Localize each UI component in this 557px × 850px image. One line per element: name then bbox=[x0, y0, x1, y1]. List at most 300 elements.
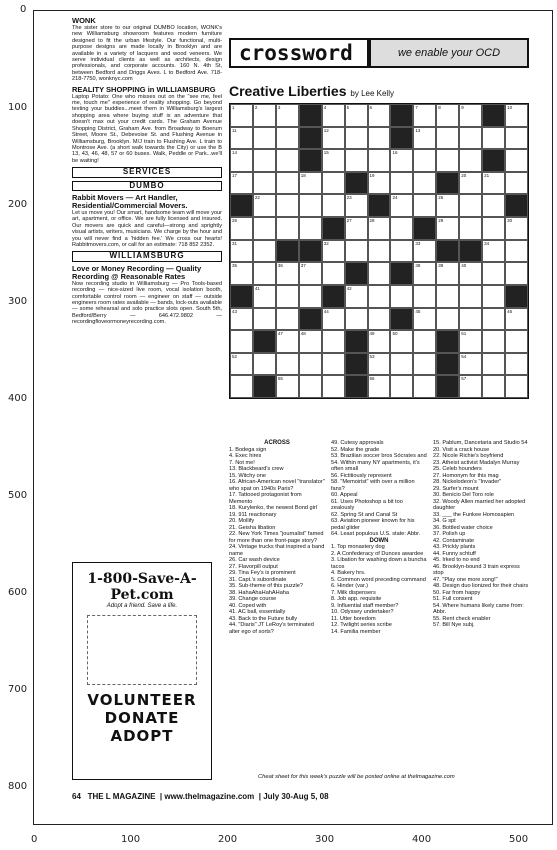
black-square bbox=[345, 262, 368, 285]
cell-number: 12 bbox=[323, 127, 329, 133]
black-square bbox=[345, 330, 368, 353]
cell-number: 28 bbox=[369, 218, 375, 224]
wonk-heading: WONK bbox=[72, 16, 96, 25]
cell-number: 8 bbox=[438, 105, 441, 110]
grid-cell[interactable] bbox=[413, 262, 436, 285]
cell-number: 45 bbox=[415, 308, 421, 314]
grid-cell[interactable] bbox=[345, 127, 368, 150]
grid-cell[interactable] bbox=[322, 262, 345, 285]
clue-item: 41. AC ball, essentially bbox=[229, 609, 286, 615]
grid-cell[interactable] bbox=[253, 240, 276, 263]
grid-cell[interactable] bbox=[276, 353, 299, 376]
grid-cell[interactable] bbox=[368, 172, 391, 195]
grid-cell[interactable] bbox=[276, 194, 299, 217]
grid-cell[interactable] bbox=[505, 149, 528, 172]
cell-number: 5 bbox=[346, 105, 350, 110]
cell-number: 18 bbox=[300, 172, 306, 178]
grid-cell[interactable] bbox=[505, 308, 528, 331]
clue-item: 43. Prickly plants bbox=[433, 544, 476, 550]
grid-cell[interactable] bbox=[299, 172, 322, 195]
clue-item: 56. Fictitiously represent bbox=[331, 472, 392, 479]
grid-cell[interactable] bbox=[413, 104, 436, 127]
grid-cell[interactable] bbox=[505, 104, 528, 127]
clue-item: 49. Cutesy approvals bbox=[331, 440, 384, 446]
clue-item: 14. Familia member bbox=[331, 628, 381, 635]
grid-cell[interactable] bbox=[368, 308, 391, 331]
x-tick: 500 bbox=[509, 834, 529, 845]
grid-cell[interactable] bbox=[390, 217, 413, 240]
black-square bbox=[299, 149, 322, 172]
grid-cell[interactable] bbox=[368, 104, 391, 127]
y-tick: 500 bbox=[8, 490, 28, 501]
clue-item: 1. Bodega sign bbox=[229, 446, 267, 453]
grid-cell[interactable] bbox=[505, 375, 528, 398]
grid-cell[interactable] bbox=[345, 285, 368, 308]
grid-cell[interactable] bbox=[230, 308, 253, 331]
clue-item: 7. Milk dispensers bbox=[331, 589, 376, 596]
grid-cell[interactable] bbox=[436, 104, 459, 127]
x-tick: 0 bbox=[31, 834, 38, 845]
grid-cell[interactable] bbox=[345, 240, 368, 263]
grid-cell[interactable] bbox=[505, 240, 528, 263]
black-square bbox=[505, 194, 528, 217]
grid-cell[interactable] bbox=[459, 127, 482, 150]
cell-number: 31 bbox=[232, 240, 238, 246]
grid-cell[interactable] bbox=[436, 149, 459, 172]
cell-number: 19 bbox=[369, 172, 375, 178]
grid-cell[interactable] bbox=[482, 330, 505, 353]
wonk-text: The sister store to our original DUMBO location, WONK's new Williamsburg showroom features modern furniture designed to fit the urban lifestyle. Our functional, multi-purpose designs are made locally in Brooklyn and are available in a variety of lacquers and wood veneers. We serve individual clients as well as architects, design professionals, and corporate accounts. 160 N. 4th St, between Bedford and Driggs Aves. L to Bedford Ave. 718-218-7750, wonknyc.com bbox=[72, 25, 222, 83]
clue-item: 45. Irked to no end bbox=[433, 557, 480, 563]
cell-number: 10 bbox=[507, 105, 513, 110]
grid-cell[interactable] bbox=[276, 375, 299, 398]
grid-cell[interactable] bbox=[253, 172, 276, 195]
cell-number: 51 bbox=[461, 331, 467, 337]
grid-cell[interactable] bbox=[368, 217, 391, 240]
clue-item: 8. Job app. requisite bbox=[331, 596, 382, 602]
clue-item: 20. Visit a crack house bbox=[433, 446, 490, 453]
grid-cell[interactable] bbox=[459, 353, 482, 376]
grid-cell[interactable] bbox=[368, 330, 391, 353]
clue-item: 34. G spt bbox=[433, 518, 456, 524]
grid-cell[interactable] bbox=[322, 104, 345, 127]
clue-item: 42. Contaminate bbox=[433, 537, 475, 544]
ad-phone: 1-800-Save-A-Pet.com bbox=[87, 571, 197, 603]
clue-item: 28. Nickelodeon's "Invader" bbox=[433, 479, 502, 485]
grid-cell[interactable] bbox=[276, 172, 299, 195]
clue-item: 11. Utter boredom bbox=[331, 615, 376, 622]
grid-cell[interactable] bbox=[482, 353, 505, 376]
down-label: DOWN bbox=[369, 537, 389, 544]
grid-cell[interactable] bbox=[299, 262, 322, 285]
grid-cell[interactable] bbox=[322, 330, 345, 353]
black-square bbox=[230, 285, 253, 308]
cell-number: 46 bbox=[507, 308, 513, 314]
reality-heading: REALITY SHOPPING in WILLIAMSBURG bbox=[72, 84, 216, 94]
grid-cell[interactable] bbox=[459, 172, 482, 195]
cell-number: 42 bbox=[346, 285, 352, 291]
grid-cell[interactable] bbox=[413, 127, 436, 150]
clue-item: 19. 911 reactionary bbox=[229, 511, 277, 518]
recording-heading: Love or Money Recording — Quality Recording @ Reasonable Rates bbox=[72, 263, 202, 281]
grid-cell[interactable] bbox=[345, 194, 368, 217]
y-tick: 100 bbox=[8, 102, 28, 113]
clue-item: 1. Top monastery dog bbox=[331, 544, 385, 550]
y-tick: 800 bbox=[8, 781, 28, 792]
puzzle-byline: by Lee Kelly bbox=[350, 89, 394, 98]
cell-number: 40 bbox=[461, 263, 467, 269]
grid-cell[interactable] bbox=[482, 172, 505, 195]
cell-number: 53 bbox=[369, 353, 375, 359]
issue-date: July 30-Aug 5, 08 bbox=[263, 792, 329, 801]
grid-cell[interactable] bbox=[482, 194, 505, 217]
grid-cell[interactable] bbox=[276, 127, 299, 150]
clue-item: 44. Funny schtuff bbox=[433, 550, 476, 557]
cell-number: 29 bbox=[438, 218, 444, 224]
cell-number: 7 bbox=[415, 105, 418, 110]
clue-item: 60. Appeal bbox=[331, 492, 358, 498]
grid-cell[interactable] bbox=[368, 285, 391, 308]
grid-cell[interactable] bbox=[253, 149, 276, 172]
grid-cell[interactable] bbox=[322, 353, 345, 376]
grid-cell[interactable] bbox=[390, 375, 413, 398]
y-axis bbox=[0, 0, 30, 830]
grid-cell[interactable] bbox=[390, 149, 413, 172]
grid-cell[interactable] bbox=[390, 285, 413, 308]
ad-slogan: Adopt a friend. Save a life. bbox=[106, 603, 178, 609]
clue-item: 47. "Play one more song!" bbox=[433, 576, 498, 583]
grid-cell[interactable] bbox=[413, 375, 436, 398]
clue-item: 15. Pablum, Dancetaria and Studio 54 bbox=[433, 440, 528, 446]
recording-text: Now recording studio in Williamsburg — Pro Tools-based recording — nice-sized live room, vocal isolation booth, comfortable control room — engineer on staff — outside engineers room rates available — bands, lock-outs available — some rehearsal and solo practice slots open. South 5th, Bedford/Berry — 646.472.9802 — recordingfloveormoneyrecording.com. bbox=[72, 280, 222, 326]
clue-item: 63. Aviation pioneer known for his pedal glider bbox=[331, 518, 415, 531]
grid-cell[interactable] bbox=[436, 217, 459, 240]
magazine-name: THE L MAGAZINE bbox=[87, 792, 156, 801]
black-square bbox=[345, 353, 368, 376]
grid-cell[interactable] bbox=[299, 375, 322, 398]
black-square bbox=[390, 104, 413, 127]
cell-number: 50 bbox=[392, 331, 398, 337]
grid-cell[interactable] bbox=[230, 172, 253, 195]
clues-block bbox=[229, 440, 529, 635]
puzzle-title: Creative Liberties by Lee Kelly bbox=[229, 83, 394, 99]
crossword-tagline: we enable your OCD bbox=[369, 38, 529, 68]
grid-cell[interactable] bbox=[230, 217, 253, 240]
black-square bbox=[230, 194, 253, 217]
clue-item: 17. Tattooed protagonist from Memento bbox=[229, 492, 302, 505]
clue-item: 52. Make the grade bbox=[331, 446, 380, 453]
grid-cell[interactable] bbox=[345, 308, 368, 331]
ad-adopt: ADOPT bbox=[110, 727, 174, 745]
grid-cell[interactable] bbox=[276, 217, 299, 240]
grid-cell[interactable] bbox=[505, 127, 528, 150]
grid-cell[interactable] bbox=[436, 308, 459, 331]
clue-item: 29. Tina Fey's is prominent bbox=[229, 570, 296, 576]
grid-cell[interactable] bbox=[299, 217, 322, 240]
clue-item: 36. Bottled water choice bbox=[433, 524, 493, 531]
grid-cell[interactable] bbox=[482, 217, 505, 240]
page-number: 64 bbox=[72, 792, 81, 801]
grid-cell[interactable] bbox=[322, 375, 345, 398]
clue-item: 48. Design duo lionized for their chairs bbox=[433, 583, 529, 589]
grid-cell[interactable] bbox=[505, 172, 528, 195]
grid-cell[interactable] bbox=[345, 217, 368, 240]
cell-number: 26 bbox=[232, 218, 238, 224]
grid-cell[interactable] bbox=[390, 330, 413, 353]
grid-cell[interactable] bbox=[253, 308, 276, 331]
grid-cell[interactable] bbox=[253, 262, 276, 285]
cell-number: 17 bbox=[232, 172, 238, 178]
black-square bbox=[390, 262, 413, 285]
grid-cell[interactable] bbox=[413, 194, 436, 217]
clue-item: 57. Bill Nye subj. bbox=[433, 622, 475, 628]
x-tick: 300 bbox=[315, 834, 335, 845]
grid-cell[interactable] bbox=[505, 330, 528, 353]
black-square bbox=[436, 330, 459, 353]
black-square bbox=[505, 285, 528, 308]
clue-item: 50. Far from happy bbox=[433, 589, 481, 596]
grid-cell[interactable] bbox=[322, 308, 345, 331]
williamsburg-bar: WILLIAMSBURG bbox=[72, 251, 222, 261]
cell-number: 49 bbox=[369, 331, 375, 337]
clue-item: 53. Brazilian soccer bros Sócrates and bbox=[331, 453, 427, 459]
grid-cell[interactable] bbox=[436, 194, 459, 217]
clue-item: 4. Bakery hrs. bbox=[331, 570, 366, 576]
clue-item: 2. A Confederacy of Dunces awardee bbox=[331, 550, 424, 557]
down-clues-cont bbox=[433, 447, 529, 629]
grid-cell[interactable] bbox=[436, 262, 459, 285]
grid-cell[interactable] bbox=[230, 353, 253, 376]
clue-item: 4. Exec hires bbox=[229, 453, 262, 459]
grid-cell[interactable] bbox=[276, 308, 299, 331]
grid-cell[interactable] bbox=[230, 330, 253, 353]
grid-cell[interactable] bbox=[459, 308, 482, 331]
grid-cell[interactable] bbox=[482, 375, 505, 398]
grid-cell[interactable] bbox=[253, 353, 276, 376]
black-square bbox=[276, 240, 299, 263]
clue-item: 13. Blackbeard's crew bbox=[229, 466, 284, 472]
clue-item: 6. Hinder (var.) bbox=[331, 583, 368, 589]
grid-cell[interactable] bbox=[459, 330, 482, 353]
black-square bbox=[482, 149, 505, 172]
grid-cell[interactable] bbox=[230, 375, 253, 398]
cell-number: 20 bbox=[461, 172, 467, 178]
cell-number: 44 bbox=[323, 308, 329, 314]
clue-item: 51. Full consent bbox=[433, 596, 473, 602]
clue-item: 21. Geisha libation bbox=[229, 524, 276, 531]
black-square bbox=[253, 375, 276, 398]
black-square bbox=[299, 104, 322, 127]
cell-number: 30 bbox=[507, 218, 513, 224]
black-square bbox=[436, 172, 459, 195]
grid-cell[interactable] bbox=[459, 104, 482, 127]
ad-donate: DONATE bbox=[104, 709, 180, 727]
black-square bbox=[436, 375, 459, 398]
grid-cell[interactable] bbox=[390, 172, 413, 195]
grid-cell[interactable] bbox=[322, 149, 345, 172]
grid-cell[interactable] bbox=[482, 262, 505, 285]
cell-number: 47 bbox=[277, 331, 283, 337]
cell-number: 57 bbox=[461, 376, 467, 382]
grid-cell[interactable] bbox=[390, 240, 413, 263]
black-square bbox=[436, 240, 459, 263]
grid-cell[interactable] bbox=[368, 149, 391, 172]
black-square bbox=[253, 330, 276, 353]
clue-item: 46. Brooklyn-bound 3 train express stop bbox=[433, 563, 520, 576]
grid-cell[interactable] bbox=[322, 240, 345, 263]
grid-cell[interactable] bbox=[413, 308, 436, 331]
clue-item: 12. Twilight series scribe bbox=[331, 622, 392, 628]
clue-item: 23. Atheist activist Madalyn Murray bbox=[433, 459, 520, 466]
grid-cell[interactable] bbox=[390, 194, 413, 217]
x-tick: 100 bbox=[121, 834, 141, 845]
grid-cell[interactable] bbox=[253, 127, 276, 150]
black-square bbox=[299, 127, 322, 150]
clue-item: 18. Kurylenko, the newest Bond girl bbox=[229, 505, 317, 511]
grid-cell[interactable] bbox=[413, 285, 436, 308]
y-tick: 0 bbox=[20, 4, 27, 15]
clue-item: 30. Benicio Del Toro role bbox=[433, 492, 494, 498]
clue-item: 40. Coped with bbox=[229, 602, 267, 609]
grid-cell[interactable] bbox=[230, 240, 253, 263]
cell-number: 23 bbox=[346, 195, 352, 201]
cell-number: 22 bbox=[254, 195, 260, 201]
clue-item: 5. Common word preceding command bbox=[331, 576, 426, 583]
services-bar: SERVICES bbox=[72, 167, 222, 177]
cell-number: 32 bbox=[323, 240, 329, 246]
grid-cell[interactable] bbox=[322, 127, 345, 150]
grid-cell[interactable] bbox=[299, 330, 322, 353]
cheat-sheet-note: Cheat sheet for this week's puzzle will be posted online at thelmagazine.com bbox=[258, 774, 455, 780]
grid-cell[interactable] bbox=[505, 262, 528, 285]
reality-text: Laptop Potato: One who misses out on the "see me, feel me, touch me" experience of reality shopping. Go beyond texting your buddies...meet them in Williamsburg's largest shopping area where buying stuff is an adventure that doesn't max out your credit cards. The Graham Avenue Shopping District, Graham Ave. from Broadway to Boerum Street, Moore St., Debevoise St. and Flushing Avenue in Williamsburg, Brooklyn. M/J train to Flushing Ave. L train to Montrose Ave. (a short walk towards the City) or use the B 13, 43, 46, 48, 57 or 60 buses. Walk, Peddle or Park...we'll be waiting! bbox=[72, 93, 222, 164]
clue-item: 3. Libation for washing down a buncha tacos bbox=[331, 557, 427, 570]
cell-number: 34 bbox=[484, 240, 490, 246]
grid-cell[interactable] bbox=[413, 149, 436, 172]
pets-illustration bbox=[87, 615, 197, 685]
clue-item: 15. Witchy one bbox=[229, 472, 266, 479]
grid-cell[interactable] bbox=[413, 240, 436, 263]
cell-number: 9 bbox=[461, 105, 464, 110]
grid-cell[interactable] bbox=[230, 262, 253, 285]
clue-item: 37. Polish up bbox=[433, 531, 466, 537]
y-tick: 600 bbox=[8, 587, 28, 598]
grid-cell[interactable] bbox=[368, 353, 391, 376]
grid-cell[interactable] bbox=[368, 240, 391, 263]
magazine-url: www.thelmagazine.com bbox=[164, 792, 255, 801]
grid-cell[interactable] bbox=[368, 127, 391, 150]
grid-cell[interactable] bbox=[436, 285, 459, 308]
grid-cell[interactable] bbox=[253, 285, 276, 308]
black-square bbox=[436, 353, 459, 376]
y-tick: 300 bbox=[8, 296, 28, 307]
clue-item: 22. New York Times "journalist" famed for more than one front-page story? bbox=[229, 531, 324, 544]
clue-item: 44. "Diaris" JT LeRoy's terminated alter ego of sorts? bbox=[229, 622, 314, 635]
grid-cell[interactable] bbox=[230, 127, 253, 150]
grid-cell[interactable] bbox=[505, 217, 528, 240]
cell-number: 56 bbox=[369, 376, 375, 382]
cell-number: 3 bbox=[277, 105, 281, 110]
grid-cell[interactable] bbox=[390, 353, 413, 376]
grid-cell[interactable] bbox=[299, 285, 322, 308]
black-square bbox=[368, 194, 391, 217]
grid-cell[interactable] bbox=[368, 262, 391, 285]
clue-item: 64. Least populous U.S. state: Abbr. bbox=[331, 531, 421, 537]
across-clues-cont bbox=[331, 440, 427, 538]
grid-cell[interactable] bbox=[276, 330, 299, 353]
grid-cell[interactable] bbox=[276, 149, 299, 172]
crossword-grid[interactable] bbox=[229, 103, 529, 399]
grid-cell[interactable] bbox=[482, 308, 505, 331]
cell-number: 21 bbox=[484, 172, 490, 178]
grid-cell[interactable] bbox=[413, 353, 436, 376]
grid-cell[interactable] bbox=[459, 194, 482, 217]
clue-item: 29. Surfer's mount bbox=[433, 485, 479, 492]
cell-number: 33 bbox=[415, 240, 421, 246]
grid-cell[interactable] bbox=[459, 262, 482, 285]
cell-number: 41 bbox=[254, 285, 260, 291]
y-tick: 200 bbox=[8, 199, 28, 210]
grid-cell[interactable] bbox=[230, 104, 253, 127]
grid-cell[interactable] bbox=[253, 217, 276, 240]
grid-cell[interactable] bbox=[322, 194, 345, 217]
grid-cell[interactable] bbox=[230, 149, 253, 172]
grid-cell[interactable] bbox=[436, 127, 459, 150]
grid-cell[interactable] bbox=[482, 240, 505, 263]
clue-item: 54. Within many NY apartments, it's often small bbox=[331, 459, 420, 472]
grid-cell[interactable] bbox=[413, 172, 436, 195]
grid-cell[interactable] bbox=[322, 172, 345, 195]
grid-cell[interactable] bbox=[276, 104, 299, 127]
cell-number: 11 bbox=[232, 127, 237, 133]
black-square bbox=[299, 308, 322, 331]
cell-number: 15 bbox=[323, 150, 329, 156]
grid-cell[interactable] bbox=[482, 127, 505, 150]
grid-cell[interactable] bbox=[276, 262, 299, 285]
clue-item: 9. Influential staff member? bbox=[331, 602, 399, 609]
grid-cell[interactable] bbox=[299, 353, 322, 376]
across-label: ACROSS bbox=[264, 440, 290, 446]
cell-number: 36 bbox=[277, 263, 283, 269]
grid-cell[interactable] bbox=[459, 217, 482, 240]
clue-item: 16. African-American novel "translator" who spat on 1940s Paris? bbox=[229, 479, 325, 492]
clue-item: 33. ___ the Funkee Homosapien bbox=[433, 511, 515, 518]
grid-cell[interactable] bbox=[459, 375, 482, 398]
cell-number: 14 bbox=[232, 150, 238, 156]
ad-volunteer: VOLUNTEER bbox=[87, 691, 197, 709]
grid-cell[interactable] bbox=[345, 149, 368, 172]
grid-cell[interactable] bbox=[253, 194, 276, 217]
grid-cell[interactable] bbox=[253, 104, 276, 127]
grid-cell[interactable] bbox=[345, 104, 368, 127]
cell-number: 27 bbox=[346, 218, 352, 224]
grid-cell[interactable] bbox=[505, 353, 528, 376]
cell-number: 54 bbox=[461, 353, 467, 359]
grid-cell[interactable] bbox=[276, 285, 299, 308]
across-clues bbox=[229, 447, 325, 636]
cell-number: 4 bbox=[323, 105, 327, 110]
grid-cell[interactable] bbox=[459, 149, 482, 172]
grid-cell[interactable] bbox=[459, 285, 482, 308]
grid-cell[interactable] bbox=[413, 330, 436, 353]
black-square bbox=[482, 104, 505, 127]
grid-cell[interactable] bbox=[368, 375, 391, 398]
clue-item: 54. Where humans likely came from: Abbr. bbox=[433, 602, 524, 615]
grid-cell[interactable] bbox=[299, 194, 322, 217]
grid-cell[interactable] bbox=[482, 285, 505, 308]
y-tick: 700 bbox=[8, 684, 28, 695]
cell-number: 24 bbox=[392, 195, 398, 201]
